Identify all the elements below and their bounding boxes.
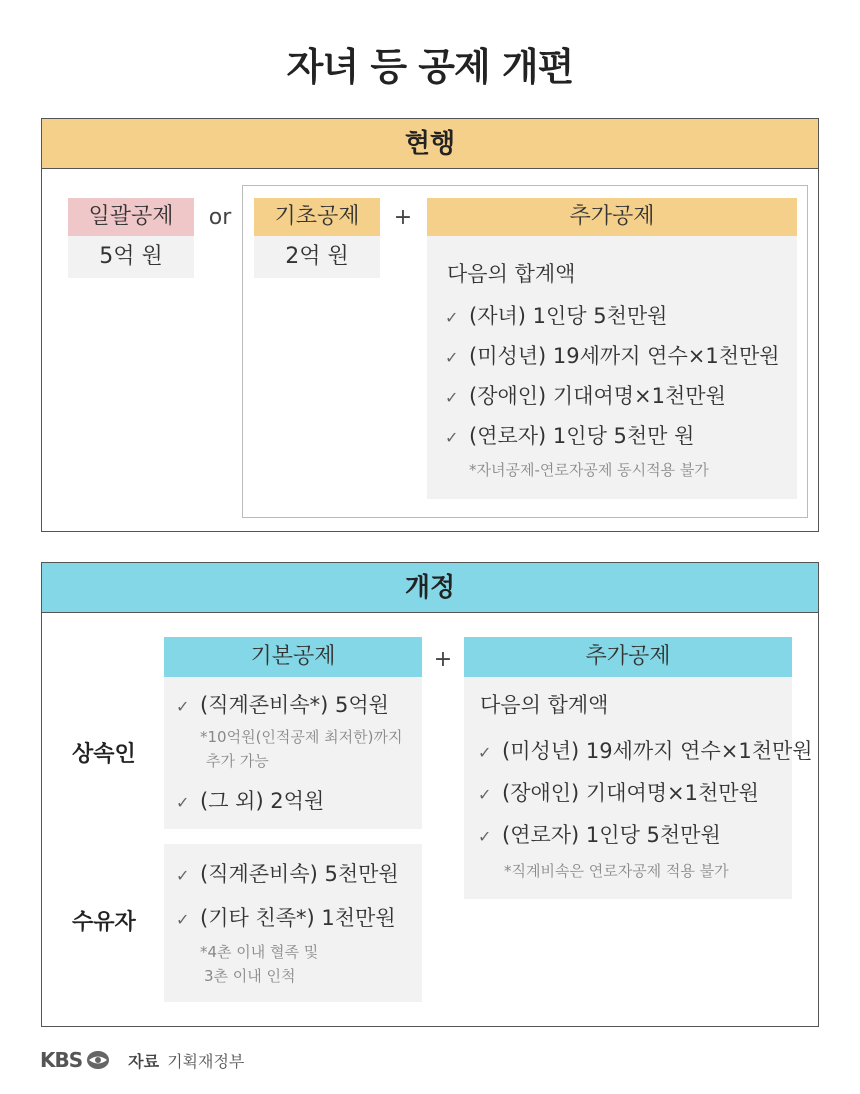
- basic-deduction-label: 기본공제: [164, 637, 422, 677]
- extra-deduction-label: 추가공제: [427, 198, 797, 236]
- heir-note-line: *10억원(인적공제 최저한)까지: [200, 728, 403, 746]
- extra-item: ✓ (장애인) 기대여명×1천만원: [445, 384, 726, 408]
- check-icon: ✓: [176, 866, 190, 885]
- current-header: 현행: [42, 119, 818, 169]
- kbs-logo-text: KBS: [40, 1048, 83, 1072]
- lump-deduction-value: 5억 원: [68, 236, 194, 278]
- legatee-note-line: *4촌 이내 혈족 및: [200, 943, 319, 961]
- check-icon: ✓: [478, 785, 492, 804]
- extra-deduction-label: 추가공제: [464, 637, 792, 677]
- extra-item: ✓ (미성년) 19세까지 연수×1천만원: [445, 344, 780, 368]
- extra-deduction-box: [427, 236, 797, 499]
- source-text: 기획재정부: [167, 1051, 245, 1071]
- revised-header: 개정: [42, 563, 818, 613]
- kbs-logo-icon: [86, 1050, 110, 1070]
- legatee-item: ✓ (기타 친족*) 1천만원: [176, 906, 396, 930]
- plus-sign: +: [393, 205, 413, 230]
- revised-section: [41, 562, 819, 1027]
- check-icon: ✓: [176, 793, 190, 812]
- plus-sign: +: [433, 647, 453, 672]
- extra-item: ✓ (자녀) 1인당 5천만원: [445, 304, 668, 328]
- check-icon: ✓: [478, 827, 492, 846]
- check-icon: ✓: [445, 388, 459, 407]
- heir-item: ✓ (직계존비속*) 5억원: [176, 693, 389, 717]
- infographic-title: 자녀 등 공제 개편: [286, 45, 574, 89]
- check-icon: ✓: [176, 910, 190, 929]
- extra-deduction-box: [464, 677, 813, 899]
- heir-item: ✓ (그 외) 2억원: [176, 789, 325, 813]
- source-label: 자료: [128, 1051, 160, 1071]
- or-text: or: [208, 205, 232, 230]
- extra-item: ✓ (연로자) 1인당 5천만 원: [445, 424, 695, 448]
- legatee-note-line: 3촌 이내 인척: [204, 967, 296, 985]
- extra-note: *직계비속은 연로자공제 적용 불가: [504, 862, 729, 880]
- current-section: [41, 118, 819, 532]
- extra-item: ✓ (장애인) 기대여명×1천만원: [478, 781, 759, 805]
- check-icon: ✓: [176, 697, 190, 716]
- check-icon: ✓: [445, 348, 459, 367]
- heir-box: [164, 677, 422, 829]
- check-icon: ✓: [445, 428, 459, 447]
- extra-item: ✓ (미성년) 19세까지 연수×1천만원: [478, 739, 813, 763]
- heir-label: 상속인: [72, 742, 136, 767]
- legatee-item: ✓ (직계존비속) 5천만원: [176, 862, 399, 886]
- heir-note-line: 추가 가능: [206, 752, 269, 770]
- extra-note: *자녀공제-연로자공제 동시적용 불가: [469, 461, 709, 479]
- check-icon: ✓: [478, 743, 492, 762]
- check-icon: ✓: [445, 308, 459, 327]
- extra-item: ✓ (연로자) 1인당 5천만원: [478, 823, 721, 847]
- lump-deduction-label: 일괄공제: [68, 198, 194, 236]
- extra-intro: 다음의 합계액: [447, 262, 576, 286]
- extra-intro: 다음의 합계액: [480, 693, 609, 717]
- basic-deduction-label: 기초공제: [254, 198, 380, 236]
- basic-deduction-value: 2억 원: [254, 236, 380, 278]
- legatee-box: [164, 844, 422, 1002]
- footer: [40, 1046, 244, 1074]
- legatee-label: 수유자: [72, 910, 136, 935]
